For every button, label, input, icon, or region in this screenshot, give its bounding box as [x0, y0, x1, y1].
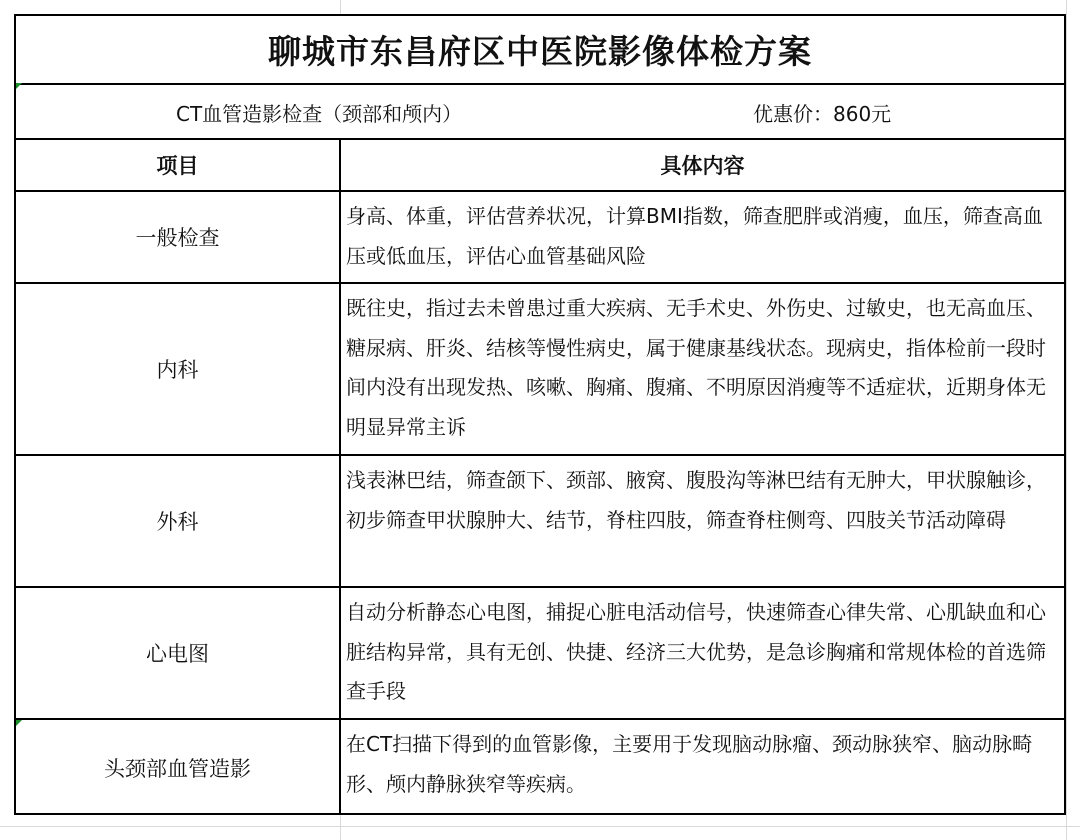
spreadsheet-gridline — [1066, 0, 1067, 840]
cell-comment-marker — [16, 720, 22, 726]
item-content: 身高、体重，评估营养状况，计算BMI指数，筛查肥胖或消瘦，血压，筛查高血压或低血压，评估心血管基础风险 — [340, 191, 1064, 283]
plan-table — [16, 140, 1064, 815]
item-name: 头颈部血管造影 — [16, 719, 340, 815]
item-name: 内科 — [16, 283, 340, 455]
column-header-item: 项目 — [16, 140, 340, 191]
table-row — [16, 191, 1064, 283]
page-title: 聊城市东昌府区中医院影像体检方案 — [16, 16, 1064, 85]
item-content: 自动分析静态心电图，捕捉心脏电活动信号，快速筛查心律失常、心肌缺血和心脏结构异常，具有无创、快捷、经济三大优势，是急诊胸痛和常规体检的首选筛查手段 — [340, 587, 1064, 719]
package-name: CT血管造影检查（颈部和颅内） — [176, 102, 463, 126]
table-header-row — [16, 140, 1064, 191]
package-info-row — [16, 85, 1064, 140]
item-content: 既往史，指过去未曾患过重大疾病、无手术史、外伤史、过敏史，也无高血压、糖尿病、肝炎、结核等慢性病史，属于健康基线状态。现病史，指体检前一段时间内没有出现发热、咳嗽、胸痛、腹痛、不明原因消瘦等不适症状，近期身体无明显异常主诉 — [340, 283, 1064, 455]
cell-comment-marker — [16, 83, 22, 89]
item-name: 一般检查 — [16, 191, 340, 283]
table-row — [16, 587, 1064, 719]
item-content: 在CT扫描下得到的血管影像，主要用于发现脑动脉瘤、颈动脉狭窄、脑动脉畸形、颅内静脉狭窄等疾病。 — [340, 719, 1064, 815]
package-price: 优惠价：860元 — [753, 102, 892, 126]
item-content: 浅表淋巴结，筛查颌下、颈部、腋窝、腹股沟等淋巴结有无肿大，甲状腺触诊，初步筛查甲状腺肿大、结节，脊柱四肢，筛查脊柱侧弯、四肢关节活动障碍 — [340, 455, 1064, 587]
spreadsheet-gridline — [0, 826, 1080, 827]
item-name: 外科 — [16, 455, 340, 587]
health-check-plan-sheet — [14, 14, 1066, 815]
table-row — [16, 283, 1064, 455]
column-header-content: 具体内容 — [340, 140, 1064, 191]
item-name: 心电图 — [16, 587, 340, 719]
table-row — [16, 455, 1064, 587]
table-row — [16, 719, 1064, 815]
